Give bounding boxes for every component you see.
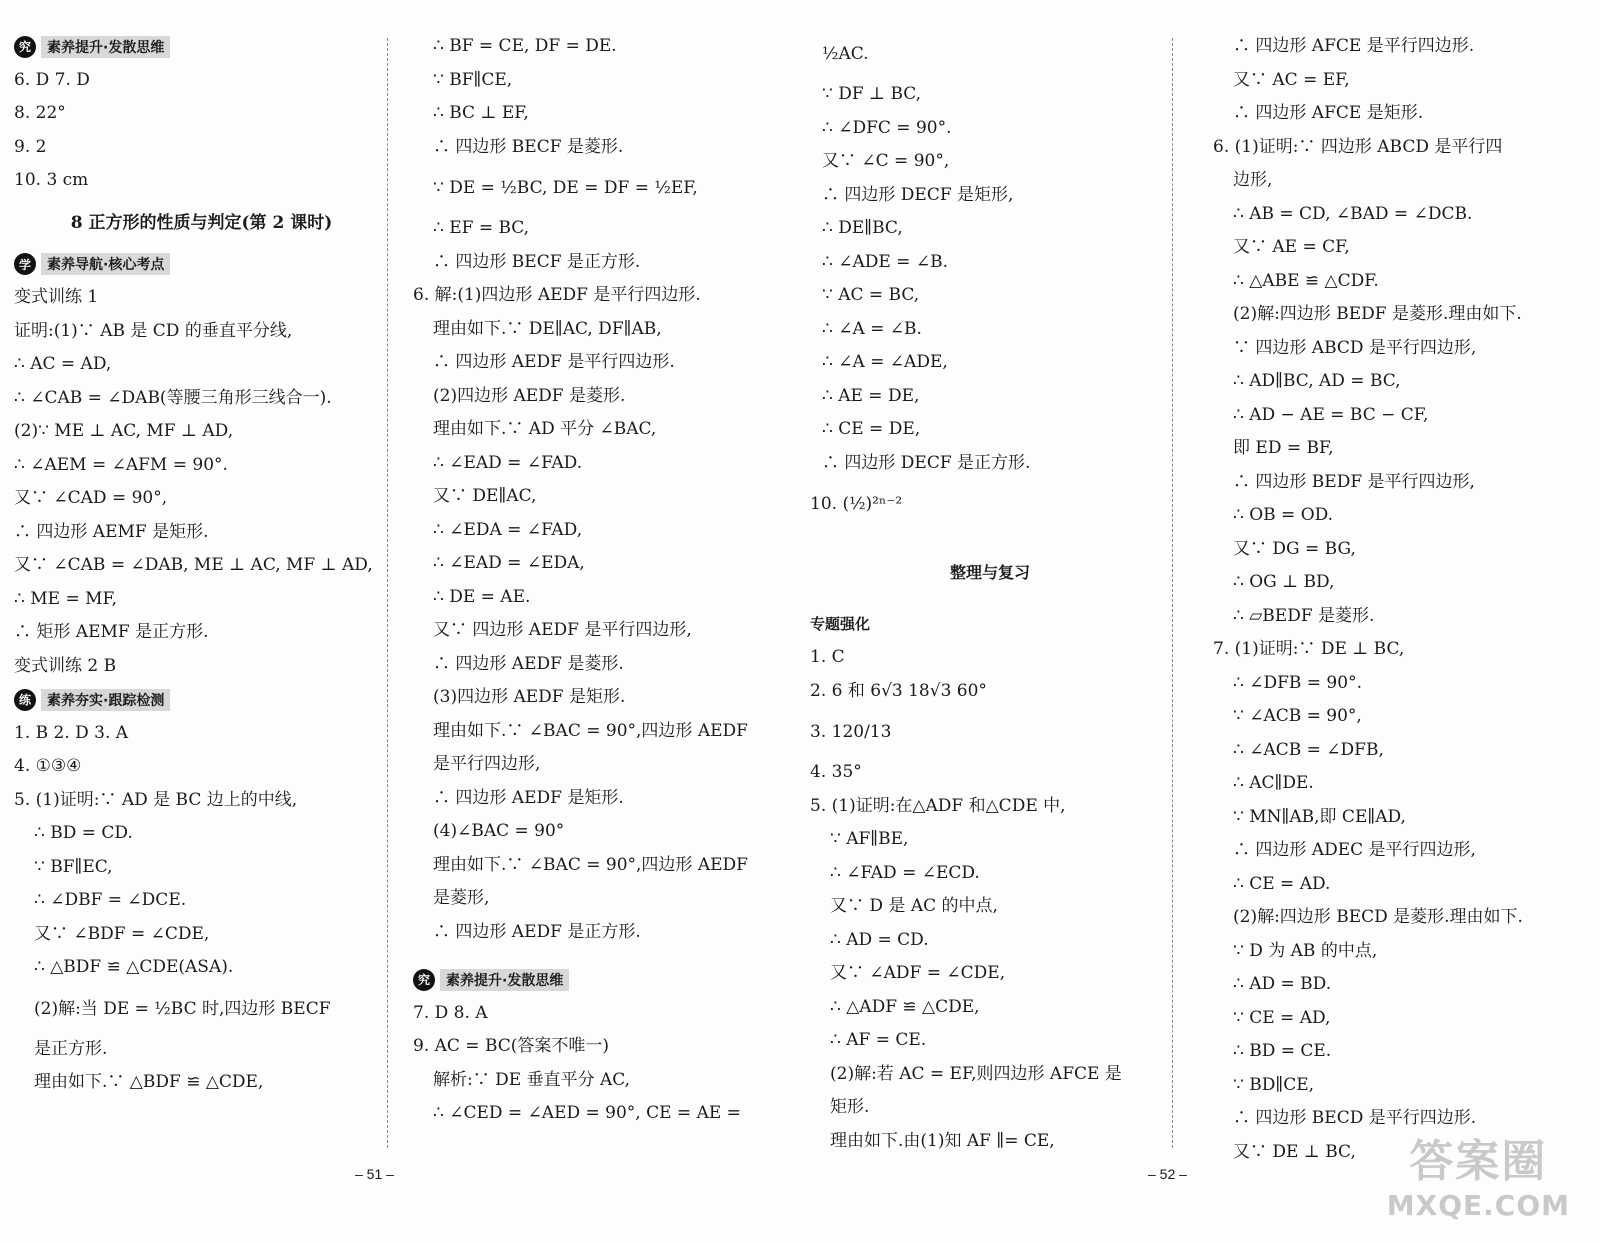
answer-line: 10. (½)²ⁿ⁻² bbox=[810, 494, 903, 514]
answer-line: (2)解:若 AC = EF,则四边形 AFCE 是 bbox=[830, 1063, 1122, 1084]
answer-line: ∴ 四边形 DECF 是正方形. bbox=[822, 452, 1031, 473]
section-header bbox=[413, 963, 788, 997]
page-number: – 51 – bbox=[355, 1166, 394, 1182]
answer-line: ∴ ∠AEM = ∠AFM = 90°. bbox=[14, 454, 228, 475]
answer-line: ∴ ∠FAD = ∠ECD. bbox=[830, 862, 980, 883]
answer-line: ∴ △ADF ≌ △CDE, bbox=[830, 996, 980, 1017]
answer-line: ∴ 四边形 AEDF 是平行四边形. bbox=[433, 352, 675, 372]
section-header bbox=[14, 683, 389, 717]
answer-line: ∴ ∠A = ∠B. bbox=[822, 318, 922, 339]
answer-line: ∴ BC ⊥ EF, bbox=[433, 103, 529, 123]
answer-line: 证明:(1)∵ AB 是 CD 的垂直平分线, bbox=[14, 320, 293, 341]
answer-line: 理由如下.∵ AD 平分 ∠BAC, bbox=[433, 419, 657, 439]
answer-line: ∴ 四边形 ADEC 是平行四边形, bbox=[1233, 840, 1476, 860]
answer-line: 6. D 7. D bbox=[14, 69, 90, 90]
answer-line: ∴ 四边形 AEDF 是正方形. bbox=[433, 921, 641, 942]
answer-line: ∵ D 为 AB 的中点, bbox=[1233, 940, 1378, 961]
answer-line: 1. C bbox=[810, 647, 845, 667]
answer-line: ∴ ∠DFB = 90°. bbox=[1233, 672, 1362, 693]
answer-line: ∴ 四边形 AEDF 是菱形. bbox=[433, 653, 624, 674]
answer-line: 是正方形. bbox=[34, 1038, 108, 1059]
column-4 bbox=[1213, 30, 1593, 1169]
answer-line: ∵ BF∥EC, bbox=[34, 856, 113, 877]
answer-line: ∴ ∠A = ∠ADE, bbox=[822, 352, 948, 372]
answer-line: 3. 120/13 bbox=[810, 722, 892, 742]
lesson-title: 8 正方形的性质与判定(第 2 课时) bbox=[70, 212, 333, 233]
answer-line: ∴ AD = CD. bbox=[830, 929, 929, 950]
answer-line: ∴ 四边形 AFCE 是矩形. bbox=[1233, 103, 1424, 123]
column-divider bbox=[387, 38, 388, 1148]
answer-line: 4. 35° bbox=[810, 762, 862, 782]
answer-line: 理由如下.∵ △BDF ≌ △CDE, bbox=[34, 1072, 264, 1092]
answer-line: 是菱形, bbox=[433, 888, 490, 908]
answer-line: 7. D 8. A bbox=[413, 1002, 488, 1023]
answer-line: ∵ ∠ACB = 90°, bbox=[1233, 706, 1362, 726]
topic-heading: 专题强化 bbox=[810, 614, 871, 633]
answer-line: 2. 6 和 6√3 18√3 60° bbox=[810, 680, 987, 701]
answer-line: ∴ 四边形 DECF 是矩形, bbox=[822, 184, 1014, 205]
answer-line: ∴ ∠EDA = ∠FAD, bbox=[433, 519, 583, 540]
answer-line: ∴ AC = AD, bbox=[14, 354, 112, 374]
answer-line: ∵ MN∥AB,即 CE∥AD, bbox=[1233, 806, 1406, 827]
answer-line: ∴ BF = CE, DF = DE. bbox=[433, 36, 617, 56]
answer-line: 10. 3 cm bbox=[14, 170, 89, 190]
answer-line: ∵ 四边形 ABCD 是平行四边形, bbox=[1233, 337, 1477, 358]
answer-line: 又∵ ∠CAD = 90°, bbox=[14, 488, 168, 508]
answer-line: ∴ 四边形 BECF 是正方形. bbox=[433, 251, 641, 272]
answer-line: ∴ AD = BD. bbox=[1233, 974, 1332, 994]
answer-line: ∴ 四边形 BECF 是菱形. bbox=[433, 136, 624, 157]
answer-line: 7. (1)证明:∵ DE ⊥ BC, bbox=[1213, 639, 1405, 659]
section-header bbox=[14, 248, 389, 282]
answer-line: 又∵ ∠CAB = ∠DAB, ME ⊥ AC, MF ⊥ AD, bbox=[14, 555, 373, 575]
answer-line: 是平行四边形, bbox=[433, 754, 541, 774]
section-title: 素养夯实·跟踪检测 bbox=[41, 689, 170, 711]
answer-line: 又∵ 四边形 AEDF 是平行四边形, bbox=[433, 620, 692, 640]
page-number: – 52 – bbox=[1148, 1166, 1187, 1182]
answer-line: (3)四边形 AEDF 是矩形. bbox=[433, 687, 626, 707]
answer-line: (2)解:四边形 BECD 是菱形.理由如下. bbox=[1233, 907, 1523, 927]
answer-line: ∴ CE = AD. bbox=[1233, 873, 1331, 894]
answer-line: 变式训练 1 bbox=[14, 287, 99, 307]
answer-line: ∴ EF = BC, bbox=[433, 218, 530, 238]
answer-line: ∴ ∠EAD = ∠EDA, bbox=[433, 553, 585, 573]
answer-line: 变式训练 2 B bbox=[14, 655, 117, 676]
answer-line: 6. 解:(1)四边形 AEDF 是平行四边形. bbox=[413, 285, 701, 305]
section-badge-icon: 学 bbox=[14, 253, 36, 275]
answer-line: ∴ ▱BEDF 是菱形. bbox=[1233, 605, 1375, 626]
section-title: 素养导航·核心考点 bbox=[41, 253, 170, 275]
answer-line: ∴ 矩形 AEMF 是正方形. bbox=[14, 622, 209, 642]
answer-line: ∴ AF = CE. bbox=[830, 1030, 927, 1050]
section-badge-icon: 练 bbox=[14, 689, 36, 711]
answer-line: ∴ ∠CED = ∠AED = 90°, CE = AE = bbox=[433, 1103, 741, 1123]
review-title: 整理与复习 bbox=[949, 563, 1030, 582]
answer-line: 9. 2 bbox=[14, 136, 47, 157]
answer-line: ∴ ∠ADE = ∠B. bbox=[822, 251, 948, 272]
answer-line: 即 ED = BF, bbox=[1233, 438, 1334, 458]
answer-line: ∵ AC = BC, bbox=[822, 285, 920, 305]
answer-line: 又∵ AE = CF, bbox=[1233, 237, 1350, 257]
answer-line: ∴ ∠DFC = 90°. bbox=[822, 117, 952, 138]
column-divider bbox=[1172, 38, 1173, 1148]
answer-line: 理由如下.∵ ∠BAC = 90°,四边形 AEDF bbox=[433, 854, 748, 875]
answer-line: 又∵ D 是 AC 的中点, bbox=[830, 896, 998, 916]
answer-line: ∴ △ABE ≌ △CDF. bbox=[1233, 270, 1379, 291]
answer-line: ∴ DE∥BC, bbox=[822, 218, 903, 238]
answer-line: (2)解:四边形 BEDF 是菱形.理由如下. bbox=[1233, 304, 1522, 324]
answer-line: 又∵ ∠ADF = ∠CDE, bbox=[830, 963, 1006, 983]
section-title: 素养提升·发散思维 bbox=[41, 36, 170, 58]
answer-line: ∴ 四边形 AEDF 是矩形. bbox=[433, 787, 624, 808]
column-1 bbox=[14, 30, 389, 1100]
answer-line: 又∵ DE∥AC, bbox=[433, 486, 537, 506]
answer-line: 6. (1)证明:∵ 四边形 ABCD 是平行四 bbox=[1213, 136, 1503, 157]
answer-line: ∴ OG ⊥ BD, bbox=[1233, 572, 1335, 592]
watermark-logo: 答案圈 bbox=[1409, 1136, 1548, 1187]
answer-line: ∴ CE = DE, bbox=[822, 419, 921, 439]
answer-line: ∴ AB = CD, ∠BAD = ∠DCB. bbox=[1233, 203, 1473, 224]
watermark bbox=[1387, 1125, 1570, 1222]
answer-line: (4)∠BAC = 90° bbox=[433, 821, 565, 841]
section-header bbox=[14, 30, 389, 64]
answer-line: ∴ 四边形 BECD 是平行四边形. bbox=[1233, 1108, 1477, 1128]
answer-line: 理由如下.∵ ∠BAC = 90°,四边形 AEDF bbox=[433, 720, 748, 741]
answer-line: ∴ 四边形 AFCE 是平行四边形. bbox=[1233, 36, 1475, 56]
answer-line: 又∵ DE ⊥ BC, bbox=[1233, 1141, 1356, 1162]
answer-line: 又∵ AC = EF, bbox=[1233, 69, 1350, 90]
answer-line: 矩形. bbox=[830, 1097, 870, 1117]
answer-line: ∴ DE = AE. bbox=[433, 586, 531, 607]
answer-line: ∴ AD∥BC, AD = BC, bbox=[1233, 371, 1401, 391]
answer-line: 8. 22° bbox=[14, 103, 66, 123]
answer-line: (2)四边形 AEDF 是菱形. bbox=[433, 385, 626, 406]
answer-line: ∵ BF∥CE, bbox=[433, 69, 513, 90]
answer-line: ∵ CE = AD, bbox=[1233, 1007, 1331, 1028]
answer-line: ∴ 四边形 BEDF 是平行四边形, bbox=[1233, 471, 1475, 492]
answer-line: 又∵ ∠BDF = ∠CDE, bbox=[34, 923, 210, 944]
answer-line: 9. AC = BC(答案不唯一) bbox=[413, 1036, 610, 1056]
answer-line: 解析:∵ DE 垂直平分 AC, bbox=[433, 1069, 631, 1090]
answer-line: ∴ OB = OD. bbox=[1233, 505, 1334, 525]
answer-line: (2)∵ ME ⊥ AC, MF ⊥ AD, bbox=[14, 421, 234, 441]
answer-line: 理由如下.由(1)知 AF ∥= CE, bbox=[830, 1130, 1055, 1151]
section-badge-icon: 究 bbox=[14, 36, 36, 58]
answer-line: 1. B 2. D 3. A bbox=[14, 722, 129, 743]
answer-line: ∴ ∠CAB = ∠DAB(等腰三角形三线合一). bbox=[14, 387, 332, 408]
answer-line: ∵ DE = ½BC, DE = DF = ½EF, bbox=[433, 178, 698, 198]
answer-line: ½AC. bbox=[822, 44, 869, 64]
answer-line: ∴ ∠ACB = ∠DFB, bbox=[1233, 739, 1384, 760]
answer-line: ∴ △BDF ≌ △CDE(ASA). bbox=[34, 957, 234, 977]
column-3 bbox=[810, 30, 1170, 1158]
answer-line: ∴ ME = MF, bbox=[14, 588, 118, 609]
column-2 bbox=[413, 30, 788, 1131]
answer-line: (2)解:当 DE = ½BC 时,四边形 BECF bbox=[34, 998, 331, 1019]
answer-line: ∴ AC∥DE. bbox=[1233, 773, 1314, 793]
answer-line: 理由如下.∵ DE∥AC, DF∥AB, bbox=[433, 318, 662, 339]
answer-line: ∴ AE = DE, bbox=[822, 385, 920, 406]
answer-line: ∴ BD = CD. bbox=[34, 823, 133, 843]
answer-line: ∴ ∠DBF = ∠DCE. bbox=[34, 890, 187, 910]
answer-line: ∵ BD∥CE, bbox=[1233, 1074, 1315, 1095]
answer-line: 4. ①③④ bbox=[14, 756, 82, 776]
answer-line: 又∵ ∠C = 90°, bbox=[822, 151, 950, 171]
answer-line: ∴ ∠EAD = ∠FAD. bbox=[433, 452, 583, 473]
answer-line: ∴ 四边形 AEMF 是矩形. bbox=[14, 521, 209, 542]
answer-line: 边形, bbox=[1233, 170, 1273, 190]
watermark-url: MXQE.COM bbox=[1386, 1189, 1570, 1222]
answer-line: ∴ AD − AE = BC − CF, bbox=[1233, 404, 1429, 425]
section-badge-icon: 究 bbox=[413, 969, 435, 991]
section-title: 素养提升·发散思维 bbox=[440, 969, 569, 991]
answer-line: 又∵ DG = BG, bbox=[1233, 538, 1356, 559]
answer-line: ∵ AF∥BE, bbox=[830, 829, 909, 849]
answer-line: 5. (1)证明:在△ADF 和△CDE 中, bbox=[810, 795, 1066, 816]
answer-line: 5. (1)证明:∵ AD 是 BC 边上的中线, bbox=[14, 789, 298, 810]
answer-line: ∵ DF ⊥ BC, bbox=[822, 84, 922, 104]
answer-line: ∴ BD = CE. bbox=[1233, 1041, 1332, 1061]
